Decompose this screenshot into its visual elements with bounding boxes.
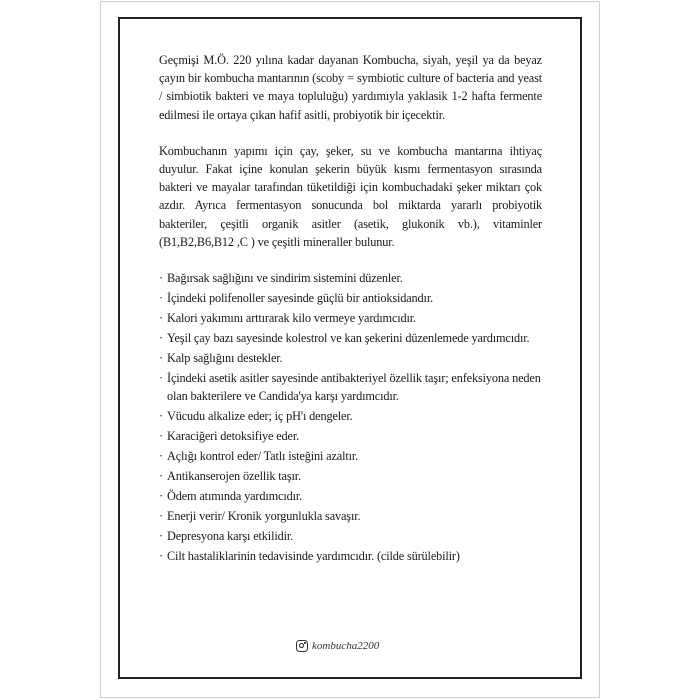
list-item: · Antikanserojen özellik taşır. — [159, 467, 542, 485]
intro-paragraph: Geçmişi M.Ö. 220 yılına kadar dayanan Kombucha, siyah, yeşil ya da beyaz çayın bir kombucha mantarının (scoby = symbiotic culture of bacteria and yeast / simbiotik bakteri ve maya topluluğu) yardımıyla yaklasik 1-2 hafta fermente edilmesi ile ortaya çıkan hafif asitli, probiyotik bir içecektir. — [159, 53, 542, 122]
instagram-handle[interactable] — [296, 640, 379, 652]
production-paragraph: Kombuchanın yapımı için çay, şeker, su ve kombucha mantarına ihtiyaç duyulur. Fakat içine konulan şekerin büyük kısmı fermentasyon sırasında bakteri ve mayalar tarafından tüketildiği için kombuchadaki şeker miktarı çok azdır. Ayrıca fermentasyon sonucunda bol miktarda yararlı probiyotik bakteriler, çeşitli organik asitler (asetik, glukonik vb.), vitaminler (B1,B2,B6,B12 ,C ) ve çeşitli mineraller bulunur. — [159, 143, 542, 249]
instagram-handle-text: kombucha2200 — [312, 640, 380, 652]
list-item: · İçindeki polifenoller sayesinde güçlü bir antioksidandır. — [159, 289, 542, 307]
list-item: · Kalori yakımını arttırarak kilo vermeye yardımcıdır. — [159, 309, 542, 327]
list-item: · Enerji verir/ Kronik yorgunlukla savaşır. — [159, 507, 542, 525]
instagram-icon — [296, 640, 308, 652]
list-item: · Karaciğeri detoksifiye eder. — [159, 427, 542, 445]
list-item: · Açlığı kontrol eder/ Tatlı isteğini azaltır. — [159, 447, 542, 465]
list-item: · Bağırsak sağlığını ve sindirim sistemini düzenler. — [159, 269, 542, 287]
list-item: · Depresyona karşı etkilidir. — [159, 527, 542, 545]
label-content — [159, 51, 542, 567]
list-item: · Vücudu alkalize eder; iç pH'ı dengeler. — [159, 407, 542, 425]
list-item: · Ödem atımında yardımcıdır. — [159, 487, 542, 505]
list-item: · Yeşil çay bazı sayesinde kolestrol ve kan şekerini düzenlemede yardımcıdır. — [159, 329, 542, 347]
list-item: · İçindeki asetik asitler sayesinde antibakteriyel özellik taşır; enfeksiyona neden olan bakterilere ve Candida'ya karşı yardımcıdır. — [159, 369, 542, 405]
list-item: · Cilt hastaliklarinin tedavisinde yardımcıdır. (cilde sürülebilir) — [159, 547, 542, 565]
benefits-list — [159, 269, 542, 565]
list-item: · Kalp sağlığını destekler. — [159, 349, 542, 367]
